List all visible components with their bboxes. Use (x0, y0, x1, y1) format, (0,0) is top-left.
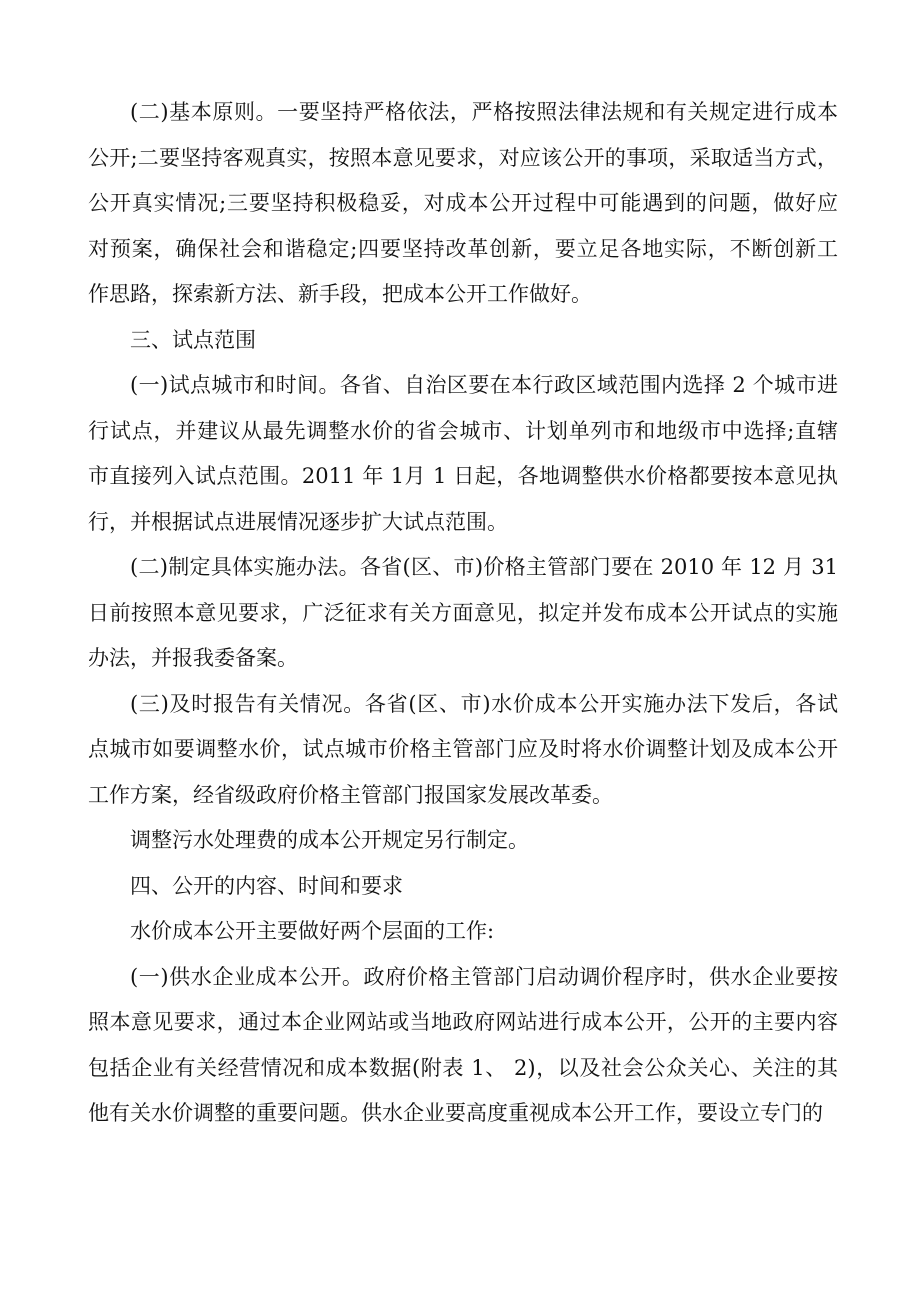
text-line: 点城市如要调整水价，试点城市价格主管部门应及时将水价调整计划及成本公开 (88, 737, 838, 761)
paragraph (88, 909, 838, 955)
text-line: 包括企业有关经营情况和成本数据(附表 1、 2)，以及社会公众关心、关注的其 (88, 1055, 838, 1080)
text-line: 对预案，确保社会和谐稳定;四要坚持改革创新，要立足各地实际，不断创新工 (88, 236, 838, 261)
text-line: 行试点，并建议从最先调整水价的省会城市、计划单列市和地级市中选择;直辖 (88, 418, 838, 443)
paragraph (88, 90, 838, 318)
text-line: (二)基本原则。一要坚持严格依法，严格按照法律法规和有关规定进行成本 (130, 100, 838, 124)
paragraph (88, 682, 838, 819)
text-line: 四、公开的内容、时间和要求 (130, 873, 403, 898)
text-line: 他有关水价调整的重要问题。供水企业要高度重视成本公开工作，要设立专门的 (88, 1101, 823, 1125)
text-line: 市直接列入试点范围。2011 年 1月 1 日起，各地调整供水价格都要按本意见执 (88, 464, 838, 488)
text-line: 工作方案，经省级政府价格主管部门报国家发展改革委。 (88, 782, 613, 807)
text-line: 办法，并报我委备案。 (88, 646, 298, 670)
text-line: 日前按照本意见要求，广泛征求有关方面意见，拟定并发布成本公开试点的实施 (88, 600, 838, 625)
text-line: 公开;二要坚持客观真实，按照本意见要求，对应该公开的事项，采取适当方式， (88, 145, 838, 170)
text-line: (三)及时报告有关情况。各省(区、市)水价成本公开实施办法下发后，各试 (130, 691, 838, 716)
text-line: 公开真实情况;三要坚持积极稳妥，对成本公开过程中可能遇到的问题，做好应 (88, 191, 838, 215)
paragraph (88, 545, 838, 682)
paragraph (88, 955, 838, 1137)
section-heading (88, 318, 838, 364)
text-line: 三、试点范围 (130, 327, 256, 352)
text-line: 作思路，探索新方法、新手段，把成本公开工作做好。 (88, 282, 592, 306)
document-body (88, 90, 838, 1137)
paragraph (88, 363, 838, 545)
text-line: 水价成本公开主要做好两个层面的工作: (130, 919, 495, 943)
text-line: 调整污水处理费的成本公开规定另行制定。 (130, 828, 529, 852)
text-line: 行，并根据试点进展情况逐步扩大试点范围。 (88, 509, 508, 534)
section-heading (88, 864, 838, 910)
paragraph (88, 818, 838, 864)
text-line: 照本意见要求，通过本企业网站或当地政府网站进行成本公开，公开的主要内容 (88, 1010, 838, 1034)
text-line: (二)制定具体实施办法。各省(区、市)价格主管部门要在 2010 年 12 月 31 (130, 555, 838, 579)
text-line: (一)试点城市和时间。各省、自治区要在本行政区域范围内选择 2 个城市进 (130, 373, 838, 397)
text-line: (一)供水企业成本公开。政府价格主管部门启动调价程序时，供水企业要按 (130, 964, 838, 989)
